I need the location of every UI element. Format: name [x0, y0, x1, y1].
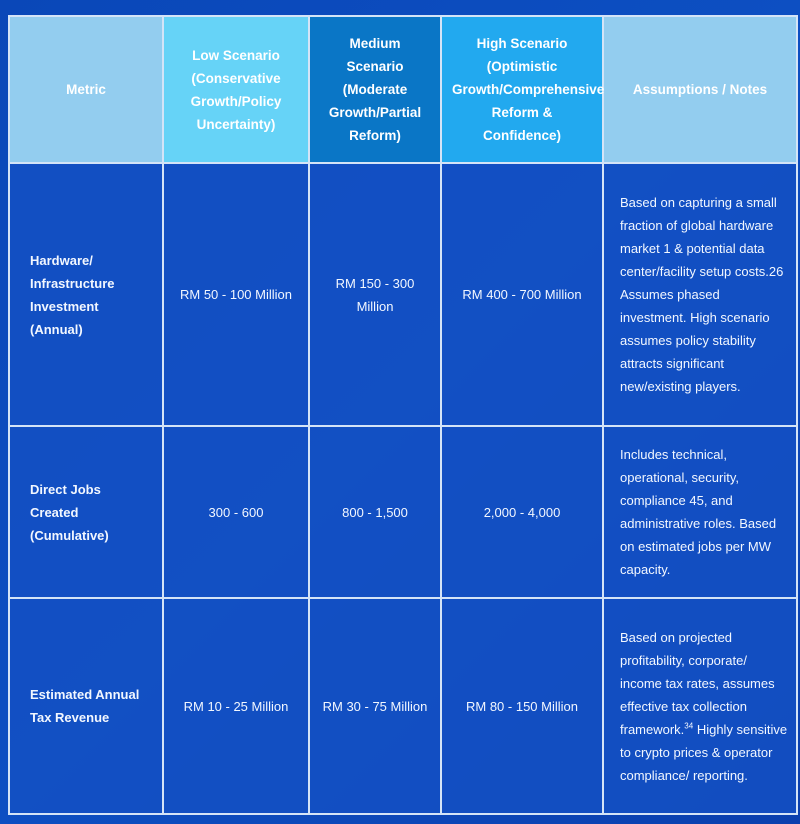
header-metric: Metric	[9, 16, 163, 163]
low-cell: RM 10 - 25 Million	[163, 598, 309, 814]
header-notes: Assumptions / Notes	[603, 16, 797, 163]
table-row	[9, 163, 797, 426]
high-cell: RM 400 - 700 Million	[441, 163, 603, 426]
metric-cell: Direct Jobs Created (Cumulative)	[9, 426, 163, 598]
high-cell: RM 80 - 150 Million	[441, 598, 603, 814]
notes-cell: Includes technical, operational, security, compliance 45, and administrative roles. Based on estimated jobs per MW capacity.	[603, 426, 797, 598]
medium-cell: RM 30 - 75 Million	[309, 598, 441, 814]
notes-cell: Based on capturing a small fraction of global hardware market 1 & potential data center/facility setup costs.26 Assumes phased investment. High scenario assumes policy stability attracts significant new/existing players.	[603, 163, 797, 426]
table-row	[9, 598, 797, 814]
high-cell: 2,000 - 4,000	[441, 426, 603, 598]
medium-cell: RM 150 - 300 Million	[309, 163, 441, 426]
scenario-table	[8, 15, 798, 815]
header-high-scenario: High Scenario (Optimistic Growth/Comprehensive Reform & Confidence)	[441, 16, 603, 163]
table-row	[9, 426, 797, 598]
notes-text: Highly sensitive to crypto prices & operator compliance/ reporting.	[620, 721, 788, 783]
notes-text: Based on projected profitability, corporate/ income tax rates, assumes effective tax collection framework.	[620, 629, 775, 737]
low-cell: 300 - 600	[163, 426, 309, 598]
low-cell: RM 50 - 100 Million	[163, 163, 309, 426]
header-low-scenario: Low Scenario (Conservative Growth/Policy Uncertainty)	[163, 16, 309, 163]
medium-cell: 800 - 1,500	[309, 426, 441, 598]
header-row	[9, 16, 797, 163]
metric-cell: Hardware/ Infrastructure Investment (Annual)	[9, 163, 163, 426]
header-medium-scenario: Medium Scenario (Moderate Growth/Partial Reform)	[309, 16, 441, 163]
metric-cell: Estimated Annual Tax Revenue	[9, 598, 163, 814]
footnote-ref: 34	[684, 721, 694, 731]
notes-cell	[603, 598, 797, 814]
